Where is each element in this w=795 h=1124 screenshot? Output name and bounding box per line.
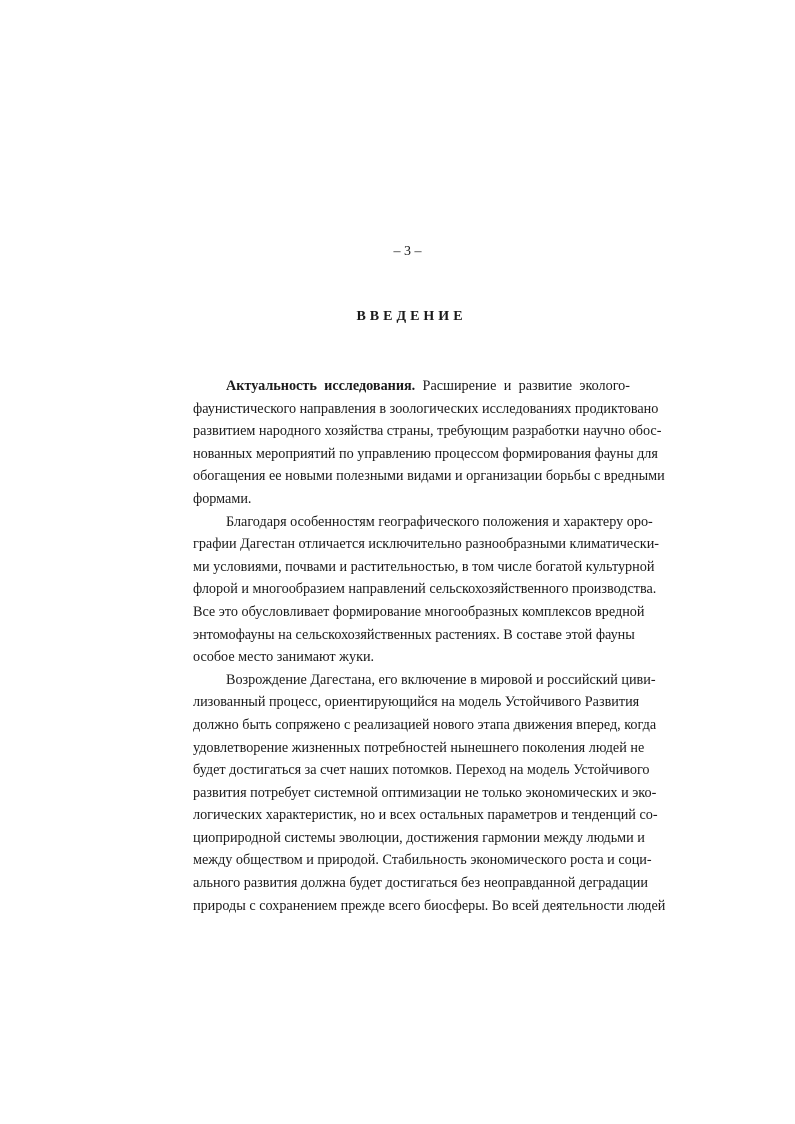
text-line: особое место занимают жуки.	[193, 649, 375, 666]
text-line: Все это обусловливает формирование многообразных комплексов вредной	[193, 603, 645, 620]
paragraph	[193, 669, 666, 918]
text-line: природы с сохранением прежде всего биосферы. Во всей деятельности людей	[193, 897, 666, 914]
paragraph	[193, 375, 665, 511]
lead-term: Актуальность исследования.	[226, 378, 416, 394]
text-line: формами.	[193, 490, 252, 507]
text-line: Благодаря особенностям географического положения и характеру оро-	[226, 513, 653, 530]
text-line: логических характеристик, но и всех остальных параметров и тенденций со-	[193, 807, 658, 824]
text-line: флорой и многообразием направлений сельскохозяйственного производства.	[193, 581, 657, 598]
paragraph	[193, 511, 660, 669]
text-line: циоприродной системы эволюции, достижения гармонии между людьми и	[193, 829, 645, 846]
text-line: удовлетворение жизненных потребностей нынешнего поколения людей не	[193, 739, 645, 756]
text-line: Возрождение Дагестана, его включение в мировой и российский циви-	[226, 671, 656, 688]
text-line: ми условиями, почвами и растительностью, в том числе богатой культурной	[193, 558, 655, 575]
page-number: – 3 –	[393, 244, 422, 259]
text-line: обогащения ее новыми полезными видами и организации борьбы с вредными	[193, 468, 665, 485]
text-line: между обществом и природой. Стабильность экономического роста и соци-	[193, 852, 652, 869]
text-line	[193, 375, 630, 398]
text-line: развитием народного хозяйства страны, требующим разработки научно обос-	[193, 423, 662, 440]
text-line: нованных мероприятий по управлению процессом формирования фауны для	[193, 445, 658, 462]
text-line: должно быть сопряжено с реализацией нового этапа движения вперед, когда	[193, 716, 657, 733]
text-line: будет достигаться за счет наших потомков. Переход на модель Устойчивого	[193, 762, 650, 779]
text-line: энтомофауны на сельскохозяйственных растениях. В составе этой фауны	[193, 626, 635, 643]
section-heading: ВВЕДЕНИЕ	[356, 309, 467, 324]
text-line: лизованный процесс, ориентирующийся на модель Устойчивого Развития	[193, 694, 640, 711]
text-line: графии Дагестан отличается исключительно разнообразными климатически-	[193, 536, 660, 553]
text-line: развития потребует системной оптимизации не только экономических и эко-	[193, 784, 657, 801]
document-body	[193, 375, 666, 917]
text-line: ального развития должна будет достигаться без неоправданной деградации	[193, 875, 648, 892]
text-span: Расширение и развитие эколого-	[415, 378, 630, 394]
text-line: фаунистического направления в зоологических исследованиях продиктовано	[193, 400, 659, 417]
